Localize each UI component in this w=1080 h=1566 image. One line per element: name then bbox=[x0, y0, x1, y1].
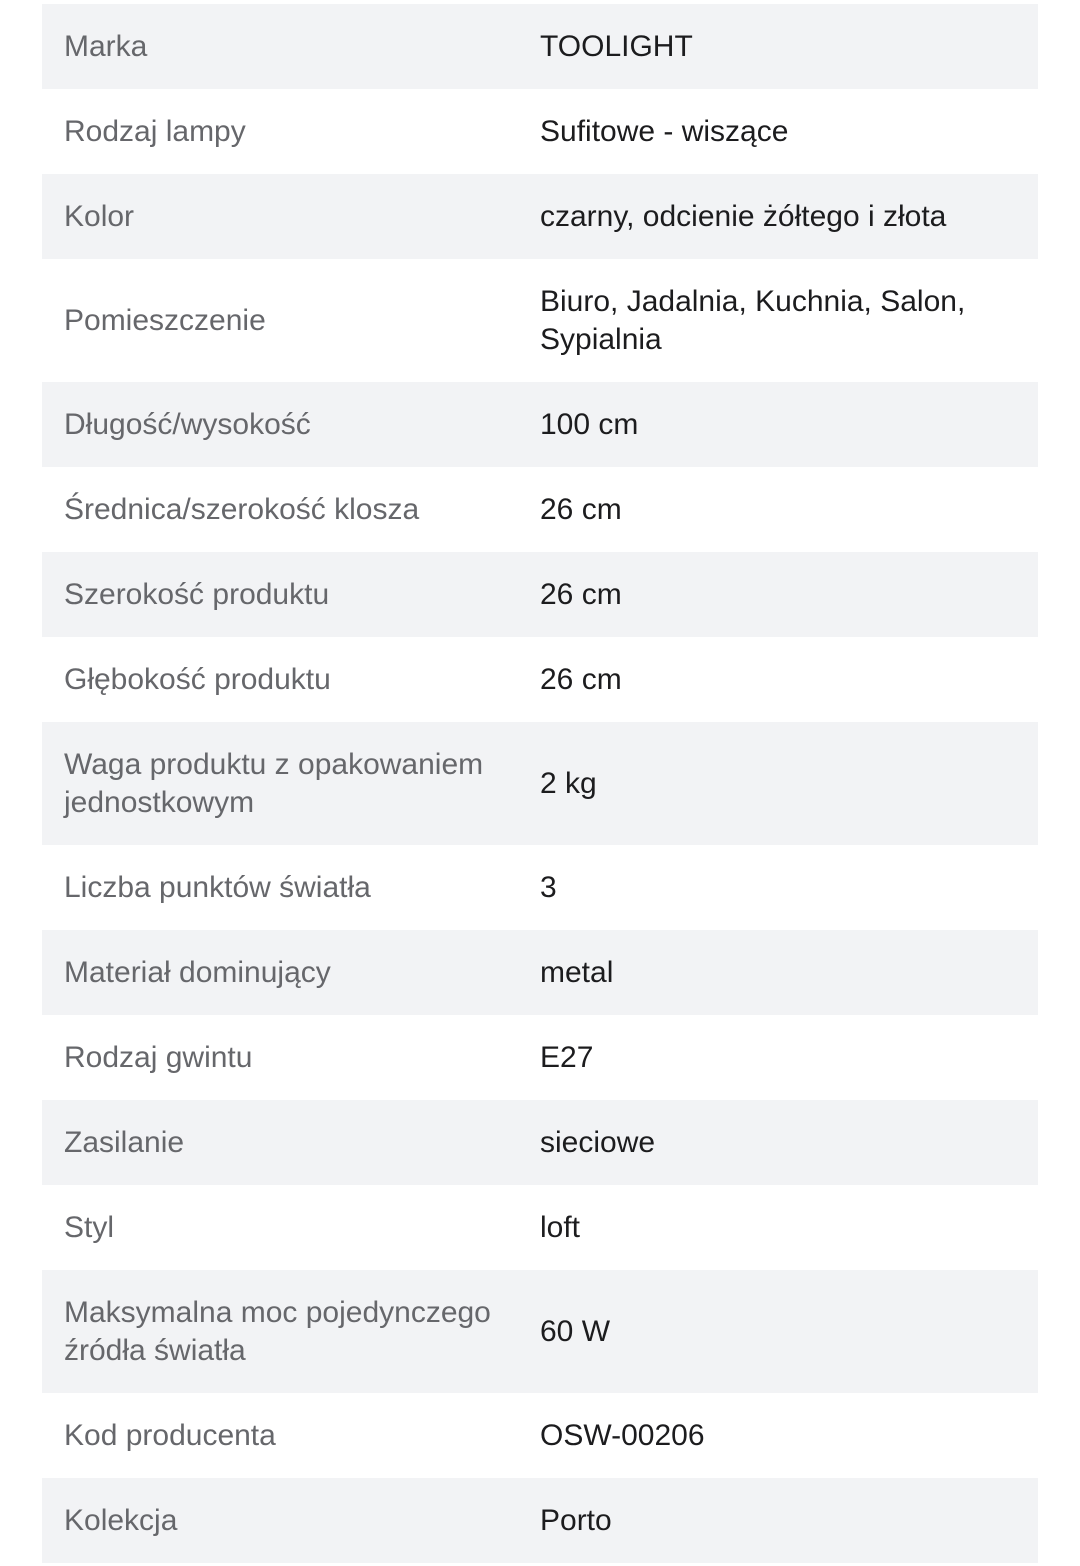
spec-value: OSW-00206 bbox=[540, 1418, 705, 1452]
spec-row-weight bbox=[42, 722, 1038, 845]
spec-label: Materiał dominujący bbox=[64, 955, 331, 989]
spec-row-material bbox=[42, 930, 1038, 1015]
spec-label: Marka bbox=[64, 29, 148, 63]
spec-row-light-points bbox=[42, 845, 1038, 930]
spec-label: Głębokość produktu bbox=[64, 662, 331, 696]
product-spec-table bbox=[42, 4, 1038, 1563]
spec-value: E27 bbox=[540, 1040, 594, 1074]
spec-label: Maksymalna moc pojedynczego źródła światła bbox=[64, 1295, 491, 1367]
spec-value: TOOLIGHT bbox=[540, 29, 693, 63]
spec-row-product-depth bbox=[42, 637, 1038, 722]
spec-row-lamp-type bbox=[42, 89, 1038, 174]
spec-value: 26 cm bbox=[540, 662, 622, 696]
spec-value: czarny, odcienie żółtego i złota bbox=[540, 199, 947, 233]
spec-value: sieciowe bbox=[540, 1125, 656, 1159]
spec-label: Długość/wysokość bbox=[64, 407, 311, 441]
spec-value: Biuro, Jadalnia, Kuchnia, Salon, Sypialnia bbox=[540, 284, 966, 356]
spec-value: Porto bbox=[540, 1503, 612, 1537]
spec-row-max-power bbox=[42, 1270, 1038, 1393]
spec-label: Kod producenta bbox=[64, 1418, 276, 1452]
spec-label: Zasilanie bbox=[64, 1125, 185, 1159]
spec-row-style bbox=[42, 1185, 1038, 1270]
spec-row-collection bbox=[42, 1478, 1038, 1563]
spec-label: Styl bbox=[64, 1210, 115, 1244]
spec-label: Waga produktu z opakowaniem jednostkowym bbox=[64, 747, 484, 819]
spec-row-length-height bbox=[42, 382, 1038, 467]
spec-row-power-supply bbox=[42, 1100, 1038, 1185]
spec-value: 100 cm bbox=[540, 407, 639, 441]
spec-row-brand bbox=[42, 4, 1038, 89]
spec-value: Sufitowe - wiszące bbox=[540, 114, 789, 148]
spec-value: 2 kg bbox=[540, 766, 597, 800]
spec-label: Rodzaj gwintu bbox=[64, 1040, 253, 1074]
spec-value: loft bbox=[540, 1210, 581, 1244]
spec-label: Kolor bbox=[64, 199, 135, 233]
spec-row-shade-diameter bbox=[42, 467, 1038, 552]
spec-label: Szerokość produktu bbox=[64, 577, 330, 611]
spec-label: Pomieszczenie bbox=[64, 303, 266, 337]
spec-value: metal bbox=[540, 955, 614, 989]
spec-value: 26 cm bbox=[540, 492, 622, 526]
spec-row-room bbox=[42, 259, 1038, 382]
spec-label: Średnica/szerokość klosza bbox=[64, 492, 420, 526]
spec-value: 60 W bbox=[540, 1314, 611, 1348]
spec-row-product-width bbox=[42, 552, 1038, 637]
spec-row-color bbox=[42, 174, 1038, 259]
spec-label: Rodzaj lampy bbox=[64, 114, 246, 148]
spec-row-socket-type bbox=[42, 1015, 1038, 1100]
spec-label: Liczba punktów światła bbox=[64, 870, 371, 904]
spec-value: 3 bbox=[540, 870, 557, 904]
spec-value: 26 cm bbox=[540, 577, 622, 611]
spec-label: Kolekcja bbox=[64, 1503, 178, 1537]
spec-row-manufacturer-code bbox=[42, 1393, 1038, 1478]
